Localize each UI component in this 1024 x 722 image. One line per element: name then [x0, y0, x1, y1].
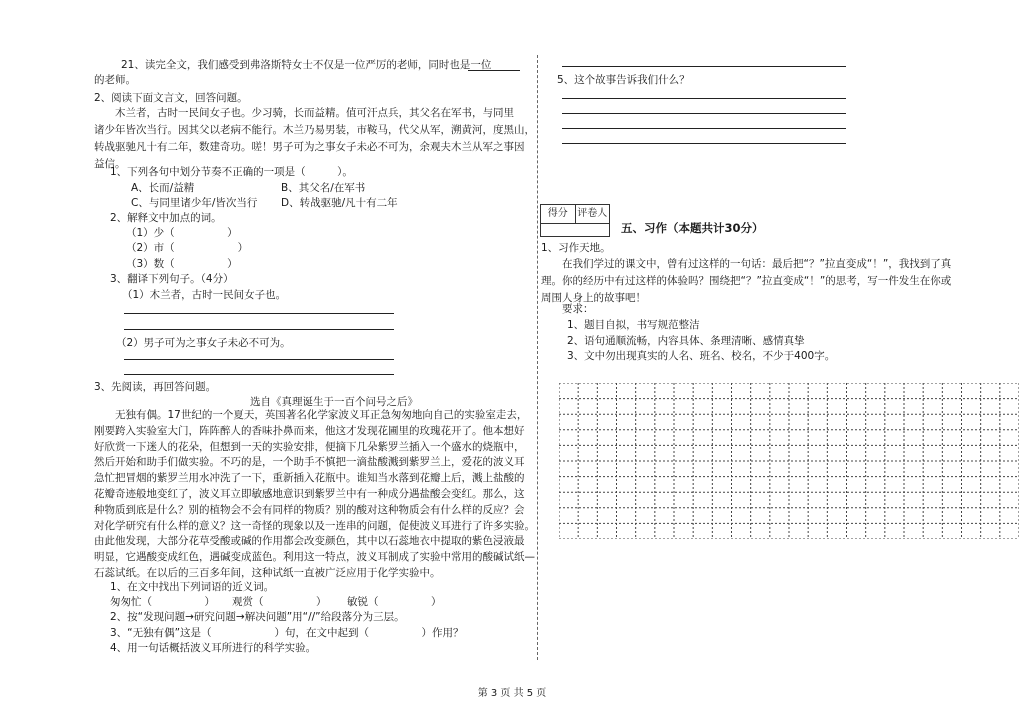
option-a[interactable]: A、长而/益精 [131, 182, 195, 194]
section5-heading: 五、习作（本题共计30分） [621, 221, 764, 235]
passage-line: 花瓣奇迹般地变红了，波义耳立即敏感地意识到紫罗兰中有一种成分遇盐酸会变红。那么，这 [94, 487, 525, 500]
grader-label: 评卷人 [577, 208, 608, 219]
passage-question-1: 1、在文中找出下列词语的近义词。 [110, 581, 275, 593]
passage-title: 选自《真理诞生于一百个问号之后》 [250, 396, 418, 408]
answer-line[interactable] [562, 113, 846, 114]
answer-line[interactable] [562, 66, 846, 67]
passage-question-2: 2、按“发现问题→研究问题→解决问题”用“//”给段落分为三层。 [110, 611, 405, 623]
translate-1: （1）木兰者，古时一民间女子也。 [122, 289, 287, 301]
question-1: 1、下列各句中划分节奏不正确的一项是（ ）。 [110, 166, 353, 178]
section3-heading: 3、先阅读，再回答问题。 [94, 381, 217, 393]
q2-item[interactable]: （2）市（ ） [126, 242, 249, 254]
classical-line: 益信。 [94, 158, 126, 170]
q21-answer-line[interactable] [468, 70, 520, 71]
requirement-item: 1、题目自拟，书写规范整洁 [567, 319, 700, 331]
requirement-item: 3、文中勿出现真实的人名、班名、校名，不少于400字。 [567, 350, 836, 362]
question-2: 2、解释文中加点的词。 [110, 212, 222, 224]
requirements-heading: 要求： [541, 303, 594, 315]
q21-line1: 21、读完全文，我们感受到弗洛斯特女士不仅是一位严厉的老师，同时也是一位 [121, 59, 492, 71]
translate-2: （2）男子可为之事女子未必不可为。 [116, 337, 291, 349]
option-b[interactable]: B、其父名/在军书 [281, 182, 366, 194]
question-5: 5、这个故事告诉我们什么？ [557, 74, 690, 86]
passage-question-4: 4、用一句话概括波义耳所进行的科学实验。 [110, 642, 317, 654]
question-3: 3、翻译下列句子。（4分） [110, 273, 234, 285]
passage-line: 刚要跨入实验室大门，阵阵醉人的香味扑鼻而来，他这才发现花圃里的玫瑰花开了。他本想好 [94, 424, 525, 437]
writing-task: 1、习作天地。 [541, 242, 611, 254]
passage-line: 明显，它遇酸变成红色，遇碱变成蓝色。利用这一特点，波义耳制成了实验中常用的酸碱试纸— [94, 551, 535, 564]
option-c[interactable]: C、与同里诸少年/皆次当行 [131, 197, 258, 209]
score-box [540, 204, 610, 224]
column-divider [537, 55, 539, 660]
synonym-item[interactable]: 匆匆忙（ ） [110, 596, 215, 608]
answer-line[interactable] [124, 359, 394, 360]
score-input-cell[interactable] [540, 222, 610, 237]
classical-passage [94, 105, 535, 173]
classical-line: 木兰者，古时一民间女子也。少习骑，长而益精。值可汗点兵，其父名在军书，与同里 [94, 107, 514, 119]
reading-passage [94, 408, 535, 582]
passage-line: 无独有偶。17世纪的一个夏天，英国著名化学家波义耳正急匆匆地向自己的实验室走去， [94, 409, 528, 421]
intro-line: 理。你的经历中有过这样的体验吗？围绕把“？”拉直变成“！”的思考，写一件发生在你或 [541, 275, 952, 287]
option-d[interactable]: D、转战驱驰/凡十有二年 [281, 197, 398, 209]
intro-line: 周围人身上的故事吧！ [541, 292, 646, 304]
writing-grid[interactable] [559, 383, 1019, 539]
passage-line: 然后开始和助手们做实验。不巧的是，一个助手不慎把一滴盐酸溅到紫罗兰上，爱花的波义耳 [94, 456, 525, 469]
page-footer: 第 3 页 共 5 页 [477, 688, 547, 699]
passage-line: 对化学研究有什么样的意义？这一奇怪的现象以及一连串的问题，促使波义耳进行了许多实验。 [94, 519, 535, 532]
classical-line: 转战驱驰凡十有二年，数建奇功。嗟！男子可为之事女子未必不可为，余观夫木兰从军之事因 [94, 141, 525, 153]
classical-line: 诸少年皆次当行。因其父以老病不能行。木兰乃易男装，市鞍马，代父从军，溯黄河，度黑山， [94, 124, 535, 136]
passage-line: 石蕊试纸。在以后的三百多年间，这种试纸一直被广泛应用于化学实验中。 [94, 566, 441, 579]
passage-line: 种物质到底是什么？别的植物会不会有同样的物质？别的酸对这种物质会有什么样的反应？会 [94, 503, 525, 516]
synonym-item[interactable]: 观赏（ ） [232, 596, 327, 608]
passage-line: 由此他发现，大部分花草受酸或碱的作用都会改变颜色，其中以石蕊地衣中提取的紫色浸液最 [94, 535, 525, 548]
answer-line[interactable] [124, 329, 394, 330]
answer-line[interactable] [562, 98, 846, 99]
writing-intro [541, 256, 951, 307]
q21-line2: 的老师。 [94, 74, 136, 86]
intro-line: 在我们学过的课文中，曾有过这样的一句话：最后把“？”拉直变成“！”，我找到了真 [541, 258, 952, 270]
answer-line[interactable] [562, 128, 846, 129]
section2-heading: 2、阅读下面文言文，回答问题。 [94, 92, 248, 104]
passage-question-3: 3、“无独有偶”这是（ ）句，在文中起到（ ）作用？ [110, 627, 464, 639]
answer-line[interactable] [124, 374, 394, 375]
q2-item[interactable]: （1）少（ ） [126, 227, 238, 239]
requirement-item: 2、语句通顺流畅，内容具体、条理清晰、感情真挚 [567, 335, 805, 347]
q2-item[interactable]: （3）数（ ） [126, 258, 238, 270]
passage-line: 急忙把冒烟的紫罗兰用水冲洗了一下，重新插入花瓶中。谁知当水落到花瓣上后，溅上盐酸的 [94, 472, 525, 485]
synonym-item[interactable]: 敏锐（ ） [347, 596, 442, 608]
score-label: 得分 [541, 205, 576, 223]
answer-line[interactable] [124, 313, 394, 314]
passage-line: 好欣赏一下迷人的花朵，但想到一天的实验安排，便摘下几朵紫罗兰插入一个盛水的烧瓶中， [94, 440, 525, 453]
answer-line[interactable] [562, 143, 846, 144]
